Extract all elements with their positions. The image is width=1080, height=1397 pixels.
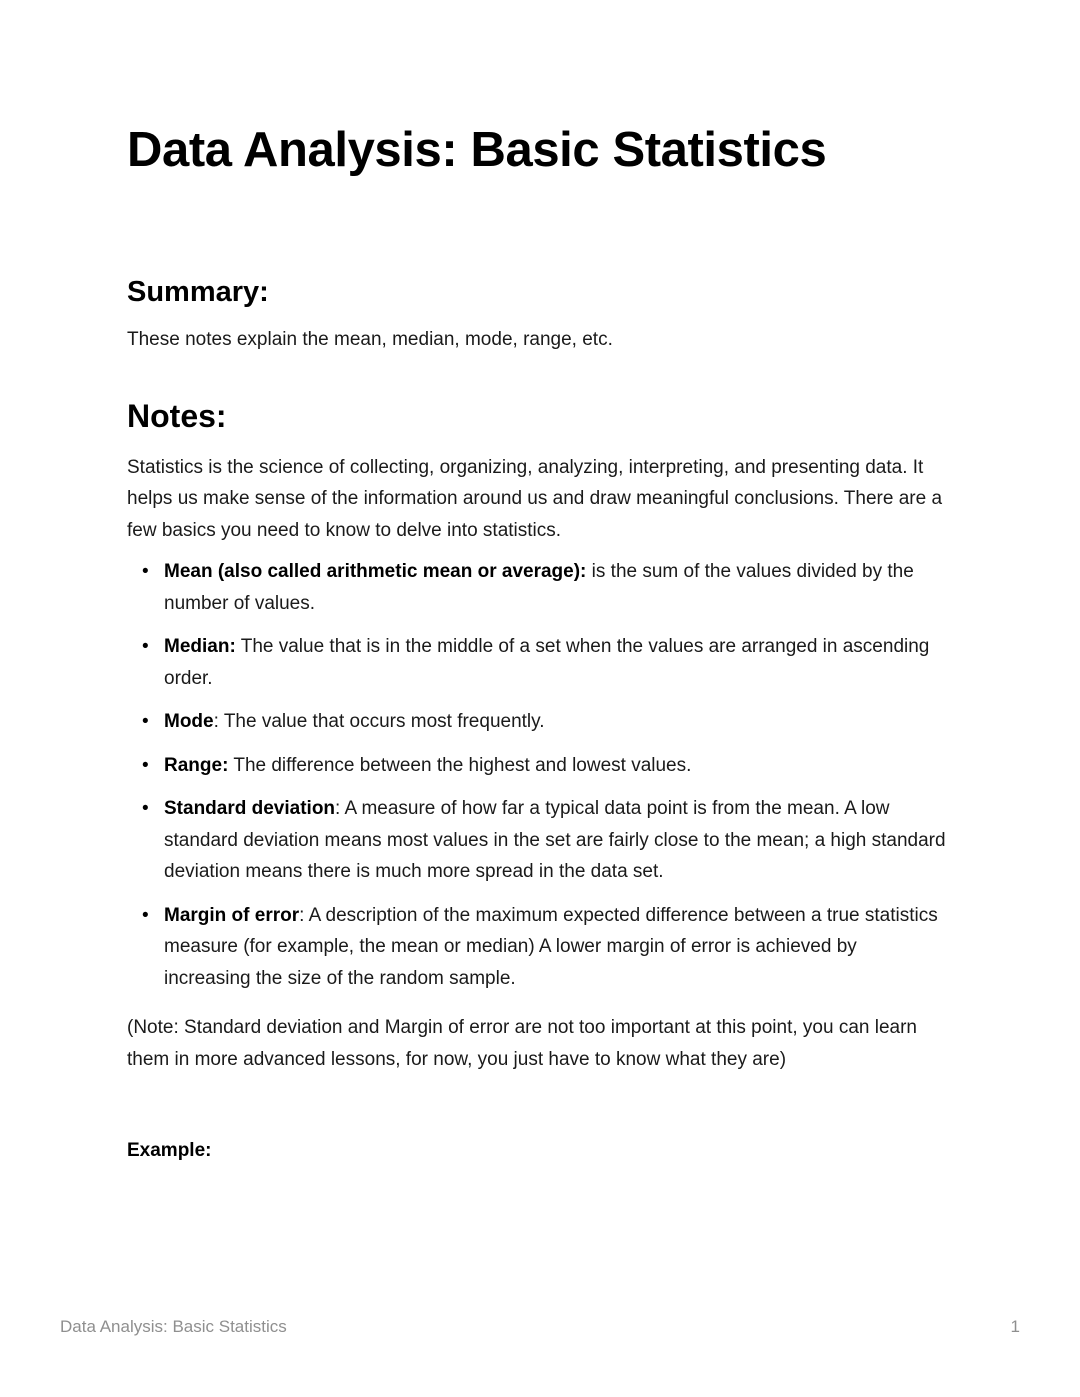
bullet-icon: •	[142, 561, 149, 582]
term-label: Mode	[164, 711, 214, 732]
list-item	[127, 556, 947, 619]
term-definition: : A description of the maximum expected difference between a true statistics measure (for example, the mean or median) A lower margin of error is achieved by increasing the size of the random sample.	[164, 904, 938, 989]
page-footer	[60, 1316, 1020, 1338]
term-definition: The difference between the highest and lowest values.	[228, 754, 692, 776]
example-heading: Example:	[127, 1140, 212, 1161]
statistics-terms-list	[127, 546, 947, 994]
closing-note-paragraph: (Note: Standard deviation and Margin of error are not too important at this point, you can learn them in more advanced lessons, for now, you just have to know what they are)	[127, 1017, 918, 1070]
term-label: Standard deviation	[164, 798, 336, 819]
term-definition: : The value that occurs most frequently.	[213, 711, 545, 732]
term-definition: is the sum of the values divided by the number of values.	[164, 561, 914, 614]
footer-page-number: 1	[1010, 1317, 1020, 1336]
bullet-icon: •	[142, 754, 149, 776]
footer-document-title: Data Analysis: Basic Statistics	[60, 1317, 287, 1336]
bullet-icon: •	[142, 711, 149, 732]
term-label: Mean (also called arithmetic mean or average):	[164, 561, 587, 582]
term-definition: : A measure of how far a typical data point is from the mean. A low standard deviation means most values in the set are fairly close to the mean; a high standard deviation means there is much more spread in the data set.	[164, 798, 946, 882]
term-label: Range:	[164, 754, 229, 776]
list-item	[127, 631, 947, 694]
bullet-icon: •	[142, 636, 149, 657]
bullet-icon: •	[142, 904, 149, 926]
bullet-icon: •	[142, 798, 149, 819]
page-title: Data Analysis: Basic Statistics	[127, 123, 827, 177]
term-label: Margin of error	[164, 904, 300, 926]
list-item	[127, 793, 947, 888]
notes-heading: Notes:	[127, 398, 227, 435]
term-definition: The value that is in the middle of a set when the values are arranged in ascending order.	[164, 636, 930, 689]
summary-heading: Summary:	[127, 275, 269, 308]
summary-paragraph: These notes explain the mean, median, mode, range, etc.	[127, 328, 613, 350]
notes-intro-paragraph: Statistics is the science of collecting, organizing, analyzing, interpreting, and presenting data. It helps us make sense of the information around us and draw meaningful conclusions. There are a few basics you need to know to delve into statistics.	[127, 456, 943, 541]
document-content	[127, 0, 947, 1167]
list-item	[127, 900, 947, 995]
term-label: Median:	[164, 636, 236, 657]
list-item	[127, 750, 947, 782]
list-item	[127, 706, 947, 738]
